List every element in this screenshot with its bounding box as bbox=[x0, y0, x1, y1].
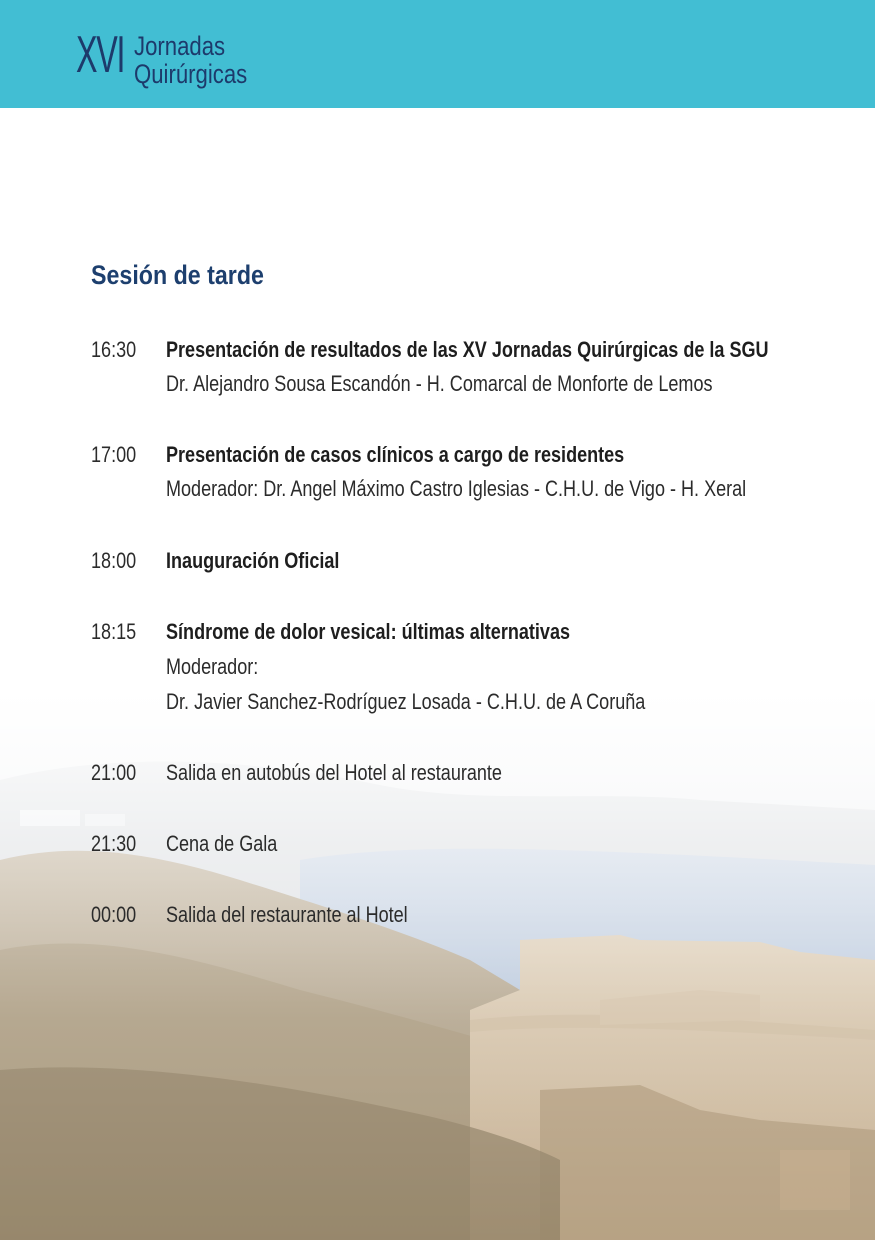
schedule-text: Cena de Gala bbox=[166, 831, 278, 856]
schedule-text: Salida del restaurante al Hotel bbox=[166, 902, 408, 927]
schedule-detail: Dr. Alejandro Sousa Escandón - H. Comarcal de Monforte de Lemos bbox=[166, 371, 713, 396]
logo-roman-numeral: XVI bbox=[76, 26, 125, 84]
schedule-time: 18:00 bbox=[91, 548, 137, 573]
schedule-title: Síndrome de dolor vesical: últimas alternativas bbox=[166, 619, 571, 644]
schedule-detail: Moderador: Dr. Angel Máximo Castro Iglesias - C.H.U. de Vigo - H. Xeral bbox=[166, 476, 747, 501]
logo-line-quirurgicas: Quirúrgicas bbox=[134, 59, 248, 89]
schedule-text: Salida en autobús del Hotel al restaurante bbox=[166, 760, 502, 785]
schedule-time: 21:30 bbox=[91, 831, 137, 856]
schedule-time: 21:00 bbox=[91, 760, 137, 785]
logo-line-jornadas: Jornadas bbox=[134, 31, 226, 61]
schedule-time: 17:00 bbox=[91, 442, 137, 467]
schedule-detail: Dr. Javier Sanchez-Rodríguez Losada - C.H.U. de A Coruña bbox=[166, 689, 646, 714]
section-title: Sesión de tarde bbox=[91, 260, 264, 290]
schedule-title: Inauguración Oficial bbox=[166, 548, 340, 573]
schedule-time: 00:00 bbox=[91, 902, 137, 927]
schedule-detail: Moderador: bbox=[166, 654, 259, 679]
schedule-time: 16:30 bbox=[91, 337, 137, 362]
schedule-title: Presentación de resultados de las XV Jornadas Quirúrgicas de la SGU bbox=[166, 337, 769, 362]
schedule-time: 18:15 bbox=[91, 619, 137, 644]
schedule-title: Presentación de casos clínicos a cargo de residentes bbox=[166, 442, 625, 467]
